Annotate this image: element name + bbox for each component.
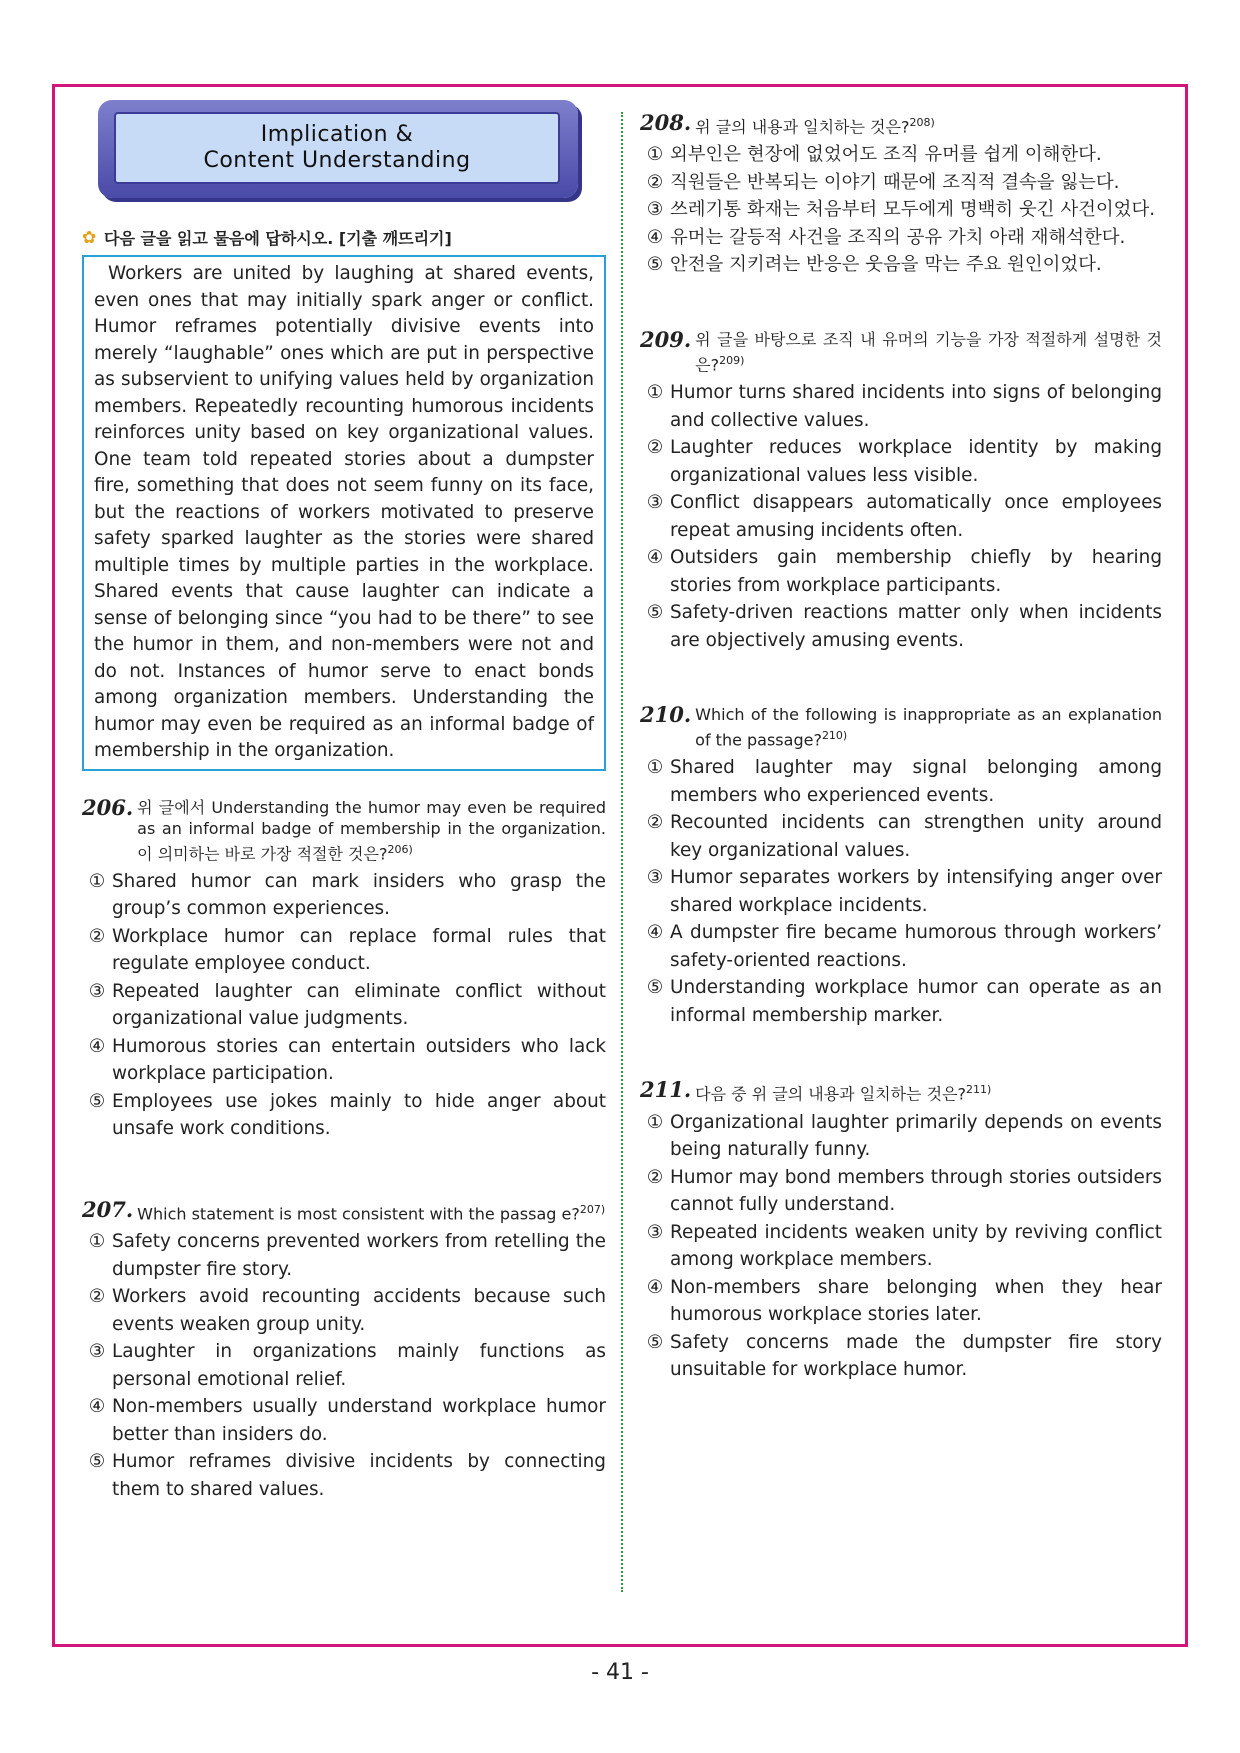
page-number: - 41 - — [591, 1660, 649, 1685]
option-text: Safety concerns prevented workers from retelling the dumpster fire story. — [112, 1231, 606, 1280]
option-marker: ⑤ — [646, 977, 664, 999]
question-stem: 위 글에서 Understanding the humor may even be required as an informal badge of membership in the organization. 이 의미하는 바로 가장 적절한 것은?$^{206)}$ — [137, 797, 606, 863]
right-column — [640, 112, 1162, 1384]
question-stem: Which of the following is inappropriate as an explanation of the passage?$^{210)}$ — [695, 705, 1162, 750]
option-marker: ② — [646, 812, 664, 834]
option-marker: ① — [646, 1111, 664, 1133]
question-number: 208. — [640, 110, 692, 135]
option-text: Organizational laughter primarily depends on events being naturally funny. — [670, 1111, 1162, 1161]
instruction — [82, 226, 606, 249]
question-header — [640, 1079, 1162, 1104]
option-text: Safety concerns made the dumpster fire story unsuitable for workplace humor. — [670, 1331, 1162, 1381]
option-text: Humor turns shared incidents into signs of belonging and collective values. — [670, 382, 1162, 431]
option-text: Non-members usually understand workplace humor better than insiders do. — [112, 1396, 606, 1445]
question-207 — [82, 1196, 606, 1503]
answer-option[interactable] — [640, 251, 1162, 279]
question-209 — [640, 326, 1162, 654]
answer-option[interactable] — [640, 379, 1162, 434]
option-text: Conflict disappears automatically once employees repeat amusing incidents often. — [670, 492, 1162, 541]
question-stem: 위 글을 바탕으로 조직 내 유머의 기능을 가장 적절하게 설명한 것은?$^{209)}$ — [695, 329, 1162, 375]
option-marker: ③ — [88, 1341, 106, 1363]
answer-option[interactable] — [640, 1329, 1162, 1384]
answer-option[interactable] — [640, 141, 1162, 169]
answer-option[interactable] — [82, 1338, 606, 1393]
option-marker: ③ — [646, 492, 664, 514]
option-text: Humor separates workers by intensifying anger over shared workplace incidents. — [670, 867, 1162, 916]
question-number: 209. — [640, 326, 692, 352]
option-marker: ② — [646, 1166, 664, 1188]
option-marker: ④ — [646, 922, 664, 944]
question-number: 206. — [82, 794, 134, 820]
option-marker: ⑤ — [88, 1090, 106, 1112]
answer-option[interactable] — [82, 1448, 606, 1503]
flower-icon: ✿ — [82, 227, 97, 248]
option-text: 쓰레기통 화재는 처음부터 모두에게 명백히 웃긴 사건이었다. — [670, 199, 1156, 221]
footnote-ref: 211) — [966, 1083, 992, 1097]
answer-option[interactable] — [640, 919, 1162, 974]
option-text: Humor may bond members through stories outsiders cannot fully understand. — [670, 1166, 1162, 1216]
answer-option[interactable] — [82, 1033, 606, 1088]
answer-option[interactable] — [640, 864, 1162, 919]
question-stem: 위 글의 내용과 일치하는 것은?$^{208)}$ — [695, 116, 935, 137]
option-text: Safety-driven reactions matter only when incidents are objectively amusing events. — [670, 602, 1162, 651]
answer-option[interactable] — [640, 1219, 1162, 1274]
answer-option[interactable] — [82, 868, 606, 923]
question-header — [640, 704, 1162, 750]
answer-option[interactable] — [640, 809, 1162, 864]
answer-option[interactable] — [82, 1088, 606, 1143]
option-marker: ⑤ — [646, 602, 664, 624]
option-marker: ① — [646, 382, 664, 404]
answer-options — [82, 1228, 606, 1503]
option-marker: ④ — [646, 547, 664, 569]
option-marker: ③ — [88, 980, 106, 1002]
question-header — [82, 794, 606, 864]
footnote-ref: 206) — [387, 842, 413, 856]
option-text: Workplace humor can replace formal rules that regulate employee conduct. — [112, 925, 606, 975]
question-number: 211. — [640, 1077, 692, 1103]
option-text: Shared laughter may signal belonging among members who experienced events. — [670, 757, 1162, 806]
question-header — [82, 1196, 606, 1224]
question-number: 207. — [82, 1196, 134, 1222]
answer-options — [82, 868, 606, 1143]
answer-option[interactable] — [640, 544, 1162, 599]
option-marker: ④ — [646, 226, 664, 248]
answer-option[interactable] — [640, 974, 1162, 1029]
option-text: 외부인은 현장에 없었어도 조직 유머를 쉽게 이해한다. — [670, 144, 1102, 166]
question-211 — [640, 1079, 1162, 1383]
question-210 — [640, 704, 1162, 1029]
answer-options — [640, 379, 1162, 654]
answer-option[interactable] — [640, 489, 1162, 544]
option-text: Recounted incidents can strengthen unity around key organizational values. — [670, 812, 1162, 861]
footnote-ref: 209) — [719, 353, 745, 367]
section-title-line1: Implication & — [260, 122, 414, 147]
question-208 — [640, 112, 1162, 279]
option-marker: ⑤ — [646, 1331, 664, 1353]
option-marker: ① — [646, 144, 664, 166]
answer-options — [640, 1109, 1162, 1384]
option-text: Understanding workplace humor can operate as an informal membership marker. — [670, 977, 1162, 1026]
option-marker: ② — [646, 437, 664, 459]
option-text: 유머는 갈등적 사건을 조직의 공유 가치 아래 재해석한다. — [670, 226, 1126, 248]
option-text: Employees use jokes mainly to hide anger about unsafe work conditions. — [112, 1090, 606, 1140]
option-marker: ① — [88, 870, 106, 892]
option-text: Repeated laughter can eliminate conflict without organizational value judgments. — [112, 980, 606, 1030]
answer-option[interactable] — [640, 1274, 1162, 1329]
option-marker: ③ — [646, 1221, 664, 1243]
option-text: Humorous stories can entertain outsiders who lack workplace participation. — [112, 1035, 606, 1085]
option-text: Laughter in organizations mainly functions as personal emotional relief. — [112, 1341, 606, 1390]
instruction-text: 다음 글을 읽고 물음에 답하시오. [기출 깨뜨리기] — [104, 229, 452, 248]
option-marker: ① — [88, 1231, 106, 1253]
answer-options — [640, 141, 1162, 279]
answer-option[interactable] — [640, 224, 1162, 252]
option-marker: ⑤ — [88, 1451, 106, 1473]
answer-options — [640, 754, 1162, 1029]
option-marker: ④ — [646, 1276, 664, 1298]
answer-option[interactable] — [82, 1393, 606, 1448]
footnote-ref: 208) — [909, 116, 935, 129]
option-marker: ① — [646, 757, 664, 779]
option-text: Shared humor can mark insiders who grasp the group’s common experiences. — [112, 870, 606, 920]
section-title-line2: Content Understanding — [203, 148, 471, 173]
option-marker: ⑤ — [646, 254, 664, 276]
answer-option[interactable] — [82, 1283, 606, 1338]
question-206 — [82, 794, 606, 1143]
answer-option[interactable] — [640, 196, 1162, 224]
option-marker: ④ — [88, 1396, 106, 1418]
answer-option[interactable] — [640, 434, 1162, 489]
footnote-ref: 207) — [579, 1202, 606, 1216]
option-text: Outsiders gain membership chiefly by hearing stories from workplace participants. — [670, 547, 1162, 596]
option-text: Workers avoid recounting accidents because such events weaken group unity. — [112, 1286, 606, 1335]
question-number: 210. — [640, 702, 692, 728]
option-marker: ② — [88, 925, 106, 947]
option-marker: ③ — [646, 867, 664, 889]
option-marker: ② — [88, 1286, 106, 1308]
column-divider — [621, 112, 623, 1592]
option-text: Non-members share belonging when they hear humorous workplace stories later. — [670, 1276, 1162, 1326]
option-text: Repeated incidents weaken unity by reviving conflict among workplace members. — [670, 1221, 1162, 1271]
question-header — [640, 112, 1162, 137]
question-stem: 다음 중 위 글의 내용과 일치하는 것은?$^{211)}$ — [695, 1083, 992, 1104]
option-text: 안전을 지키려는 반응은 웃음을 막는 주요 원인이었다. — [670, 254, 1102, 276]
question-header — [640, 326, 1162, 375]
option-marker: ④ — [88, 1035, 106, 1057]
answer-option[interactable] — [640, 754, 1162, 809]
option-text: 직원들은 반복되는 이야기 때문에 조직적 결속을 잃는다. — [670, 171, 1120, 193]
footnote-ref: 210) — [821, 729, 848, 743]
answer-option[interactable] — [82, 1228, 606, 1283]
answer-option[interactable] — [640, 169, 1162, 197]
reading-passage: Workers are united by laughing at shared events, even ones that may initially spark anger or conflict. Humor reframes potentially divisive events into merely “laughable” ones which are put in perspective as subservient to unifying values held by organization members. Repeatedly recounting humorous incidents reinforces unity based on key organizational values. One team told repeated stories about a dumpster fire, something that does not seem funny on its face, but the reactions of workers motivated to preserve safety sparked laughter as the stories were shared multiple times by multiple parties in the workplace. Shared events that cause laughter can indicate a sense of belonging since “you had to be there” to see the humor in them, and non-members were not and do not. Instances of humor serve to enact bonds among organization members. Understanding the humor may even be required as an informal badge of membership in the organization. — [82, 255, 606, 771]
answer-option[interactable] — [82, 978, 606, 1033]
answer-option[interactable] — [82, 923, 606, 978]
section-title-badge — [98, 100, 578, 198]
option-text: Laughter reduces workplace identity by making organizational values less visible. — [670, 437, 1162, 486]
answer-option[interactable] — [640, 1109, 1162, 1164]
option-marker: ③ — [646, 199, 664, 221]
option-text: Humor reframes divisive incidents by connecting them to shared values. — [112, 1451, 606, 1500]
answer-option[interactable] — [640, 1164, 1162, 1219]
option-marker: ② — [646, 171, 664, 193]
answer-option[interactable] — [640, 599, 1162, 654]
question-stem: Which statement is most consistent with the passag e?$^{207)}$ — [137, 1202, 606, 1224]
option-text: A dumpster fire became humorous through workers’ safety-oriented reactions. — [670, 922, 1162, 971]
left-column — [82, 100, 606, 1503]
